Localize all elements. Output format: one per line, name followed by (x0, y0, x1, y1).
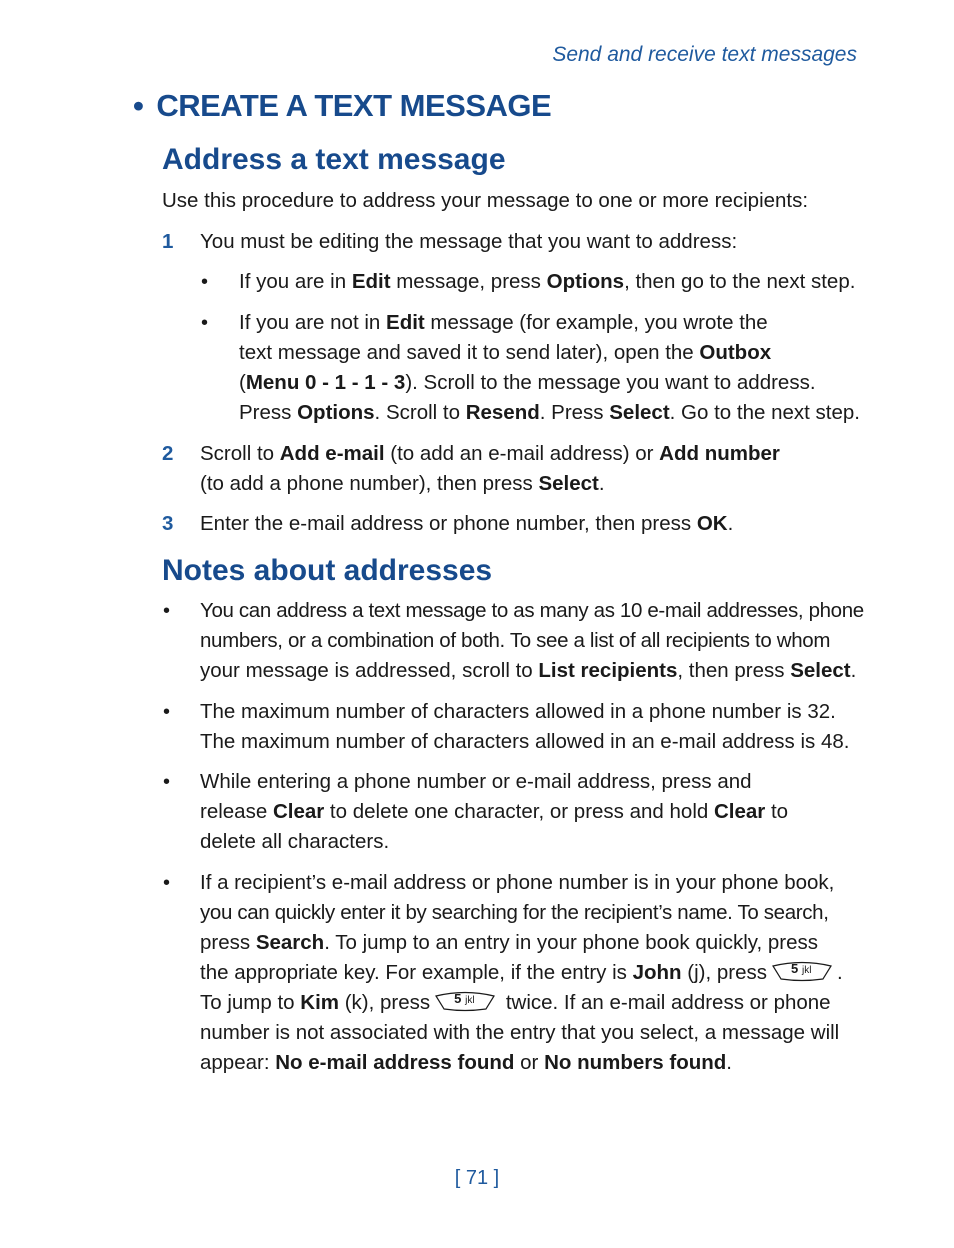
subheading-notes: Notes about addresses (162, 554, 493, 587)
bullet-dot: • (201, 271, 209, 293)
step-2-line-1: Scroll to Add e-mail (to add an e-mail address) or Add number (200, 442, 780, 465)
note-2-line-2: The maximum number of characters allowed in an e-mail address is 48. (200, 730, 850, 753)
subheading-address: Address a text message (162, 143, 506, 176)
note-4-line-2: you can quickly enter it by searching for the recipient’s name. To search, (200, 901, 829, 924)
note-3-line-1: While entering a phone number or e-mail address, press and (200, 770, 752, 793)
note-1-line-2: numbers, or a combination of both. To see a list of all recipients to whom (200, 629, 831, 652)
note-3-line-2: release Clear to delete one character, or press and hold Clear to (200, 800, 789, 823)
bullet-dot: • (163, 872, 171, 894)
note-4-line-3: press Search. To jump to an entry in your phone book quickly, press (200, 931, 819, 954)
note-4-line-6: number is not associated with the entry that you select, a message will (200, 1021, 840, 1044)
note-2-line-1: The maximum number of characters allowed in a phone number is 32. (200, 700, 836, 723)
step-1-bullet-2-line-4: Press Options. Scroll to Resend. Press Select. Go to the next step. (239, 401, 860, 424)
section-title (133, 88, 551, 124)
key-5-jkl-icon: 5 jkl (434, 990, 496, 1012)
step-number-1: 1 (162, 230, 174, 253)
bullet-dot: • (163, 771, 171, 793)
section-bullet: • (133, 88, 144, 123)
bullet-dot: • (201, 312, 209, 334)
intro-paragraph: Use this procedure to address your message to one or more recipients: (162, 189, 809, 212)
step-2-line-2: (to add a phone number), then press Select. (200, 472, 605, 495)
step-number-3: 3 (162, 512, 174, 535)
step-1-bullet-2-line-2: text message and saved it to send later), open the Outbox (239, 341, 772, 364)
note-1-line-3: your message is addressed, scroll to List recipients, then press Select. (200, 659, 857, 682)
note-4-line-4: the appropriate key. For example, if the entry is John (j), press 5 jkl . (200, 961, 843, 984)
step-number-2: 2 (162, 442, 174, 465)
note-3-line-3: delete all characters. (200, 830, 390, 853)
bullet-dot: • (163, 701, 171, 723)
note-1-line-1: You can address a text message to as many as 10 e-mail addresses, phone (200, 599, 864, 622)
step-1-bullet-2-line-3: (Menu 0 - 1 - 1 - 3). Scroll to the message you want to address. (239, 371, 816, 394)
step-1-bullet-2-line-1: If you are not in Edit message (for example, you wrote the (239, 311, 768, 334)
running-header: Send and receive text messages (552, 43, 857, 66)
note-4-line-1: If a recipient’s e-mail address or phone number is in your phone book, (200, 871, 835, 894)
bullet-dot: • (163, 600, 171, 622)
step-3-text: Enter the e-mail address or phone number, then press OK. (200, 512, 734, 535)
note-4-line-7: appear: No e-mail address found or No numbers found. (200, 1051, 732, 1074)
section-title-text: CREATE A TEXT MESSAGE (156, 88, 552, 123)
key-5-jkl-icon: 5 jkl (771, 960, 833, 982)
step-1-text: You must be editing the message that you want to address: (200, 230, 738, 253)
note-4-line-5: To jump to Kim (k), press 5 jkl twice. If an e-mail address or phone (200, 991, 831, 1014)
step-1-bullet-1: If you are in Edit message, press Options, then go to the next step. (239, 270, 856, 293)
page-number: [ 71 ] (454, 1167, 500, 1189)
